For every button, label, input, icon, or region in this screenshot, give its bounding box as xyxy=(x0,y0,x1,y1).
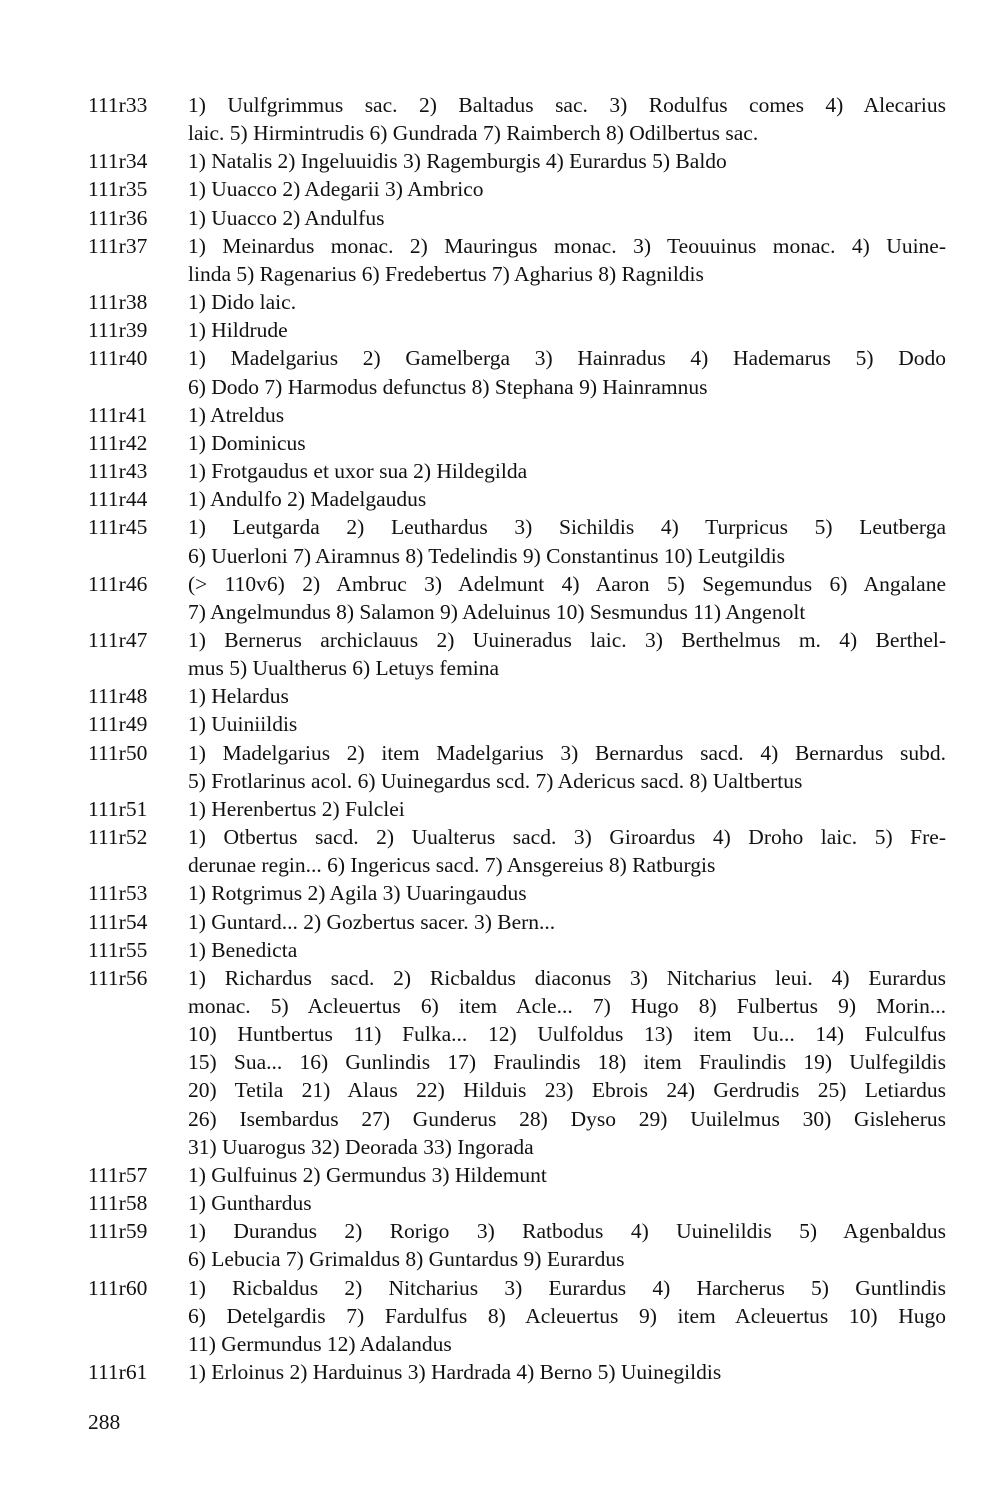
name-line: 1) Uulfgrimmus sac. 2) Baltadus sac. 3) Rodulfus comes 4) Alecarius xyxy=(188,93,946,117)
entry-row xyxy=(88,232,948,288)
name-line: 1) Helardus xyxy=(188,684,289,709)
entry-list xyxy=(88,91,948,1386)
name-line: 1) Richardus sacd. 2) Ricbaldus diaconus 3) Nitcharius leui. 4) Eurardus xyxy=(188,965,946,990)
folio-reference: 111r38 xyxy=(88,290,148,315)
entry-row xyxy=(88,1358,948,1386)
name-line: 1) Andulfo 2) Madelgaudus xyxy=(188,487,427,512)
name-line: 11) Germundus 12) Adalandus xyxy=(188,1331,452,1356)
folio-reference: 111r59 xyxy=(88,1219,148,1244)
folio-reference: 111r54 xyxy=(88,909,148,934)
name-line: 1) Uuacco 2) Andulfus xyxy=(188,205,385,230)
name-list xyxy=(188,457,946,485)
page-number: 288 xyxy=(88,1410,121,1434)
name-line: 1) Erloinus 2) Harduinus 3) Hardrada 4) Berno 5) Uuinegildis xyxy=(188,1360,722,1385)
name-list xyxy=(188,710,946,738)
folio-reference: 111r45 xyxy=(88,515,148,540)
name-line: 1) Dido laic. xyxy=(188,290,297,315)
folio-reference: 111r34 xyxy=(88,149,148,174)
folio-reference: 111r47 xyxy=(88,627,148,652)
name-line: 1) Madelgarius 2) item Madelgarius 3) Bernardus sacd. 4) Bernardus subd. xyxy=(188,740,946,765)
name-line: linda 5) Ragenarius 6) Fredebertus 7) Agharius 8) Ragnildis xyxy=(188,261,704,286)
folio-reference: 111r60 xyxy=(88,1275,148,1300)
name-list xyxy=(188,936,946,964)
folio-reference: 111r57 xyxy=(88,1162,148,1187)
entry-row xyxy=(88,204,948,232)
name-list xyxy=(188,485,946,513)
name-line: 6) Dodo 7) Harmodus defunctus 8) Stephana 9) Hainramnus xyxy=(188,374,708,399)
entry-row xyxy=(88,964,948,1161)
name-line: mus 5) Uualtherus 6) Letuys femina xyxy=(188,656,500,681)
name-line: 1) Madelgarius 2) Gamelberga 3) Hainradus 4) Hademarus 5) Dodo xyxy=(188,346,946,371)
entry-row xyxy=(88,344,948,400)
entry-row xyxy=(88,513,948,569)
folio-reference: 111r61 xyxy=(88,1360,148,1385)
name-list xyxy=(188,739,946,795)
name-list xyxy=(188,429,946,457)
folio-reference: 111r52 xyxy=(88,825,148,850)
name-line: 7) Angelmundus 8) Salamon 9) Adeluinus 10) Sesmundus 11) Angenolt xyxy=(188,599,806,624)
name-line: 1) Rotgrimus 2) Agila 3) Uuaringaudus xyxy=(188,881,527,906)
folio-reference: 111r50 xyxy=(88,740,148,765)
entry-row xyxy=(88,1217,948,1273)
entry-row xyxy=(88,823,948,879)
entry-row xyxy=(88,908,948,936)
name-list xyxy=(188,1358,946,1386)
entry-row xyxy=(88,175,948,203)
entry-row xyxy=(88,795,948,823)
entry-row xyxy=(88,710,948,738)
folio-reference: 111r37 xyxy=(88,233,148,258)
name-list xyxy=(188,1189,946,1217)
name-line: 1) Atreldus xyxy=(188,402,285,427)
name-line: 1) Leutgarda 2) Leuthardus 3) Sichildis 4) Turpricus 5) Leutberga xyxy=(188,515,946,540)
name-line: 1) Durandus 2) Rorigo 3) Ratbodus 4) Uuinelildis 5) Agenbaldus xyxy=(188,1219,946,1244)
name-line: 1) Bernerus archiclauus 2) Uuineradus laic. 3) Berthelmus m. 4) Berthel- xyxy=(188,627,946,652)
folio-reference: 111r56 xyxy=(88,965,148,990)
name-list xyxy=(188,879,946,907)
name-list xyxy=(188,288,946,316)
name-list xyxy=(188,513,946,569)
entry-row xyxy=(88,570,948,626)
folio-reference: 111r43 xyxy=(88,459,148,484)
name-list xyxy=(188,964,946,1161)
name-list xyxy=(188,1217,946,1273)
entry-row xyxy=(88,1274,948,1358)
name-line: 31) Uuarogus 32) Deorada 33) Ingorada xyxy=(188,1134,534,1159)
name-line: 1) Gunthardus xyxy=(188,1191,312,1216)
folio-reference: 111r48 xyxy=(88,684,148,709)
name-list xyxy=(188,1274,946,1358)
folio-reference: 111r46 xyxy=(88,571,148,596)
name-line: 1) Guntard... 2) Gozbertus sacer. 3) Bern... xyxy=(188,909,556,934)
folio-reference: 111r41 xyxy=(88,402,148,427)
entry-row xyxy=(88,626,948,682)
entry-row xyxy=(88,288,948,316)
folio-reference: 111r58 xyxy=(88,1191,148,1216)
entry-row xyxy=(88,457,948,485)
name-list xyxy=(188,147,946,175)
entry-row xyxy=(88,739,948,795)
folio-reference: 111r44 xyxy=(88,487,148,512)
name-line: 1) Dominicus xyxy=(188,430,306,455)
folio-reference: 111r35 xyxy=(88,177,148,202)
entry-row xyxy=(88,936,948,964)
name-list xyxy=(188,316,946,344)
name-line: 1) Hildrude xyxy=(188,318,288,343)
folio-reference: 111r42 xyxy=(88,430,148,455)
entry-row xyxy=(88,485,948,513)
name-list xyxy=(188,344,946,400)
name-line: 1) Uuiniildis xyxy=(188,712,298,737)
name-line: 6) Uuerloni 7) Airamnus 8) Tedelindis 9) Constantinus 10) Leutgildis xyxy=(188,543,786,568)
entry-row xyxy=(88,91,948,147)
name-line: 6) Lebucia 7) Grimaldus 8) Guntardus 9) Eurardus xyxy=(188,1247,625,1272)
name-line: 10) Huntbertus 11) Fulka... 12) Uulfoldus 13) item Uu... 14) Fulculfus xyxy=(188,1022,946,1047)
name-line: 6) Detelgardis 7) Fardulfus 8) Acleuertus 9) item Acleuertus 10) Hugo xyxy=(188,1303,946,1328)
name-line: 1) Otbertus sacd. 2) Uualterus sacd. 3) Giroardus 4) Droho laic. 5) Fre- xyxy=(188,825,946,850)
entry-row xyxy=(88,1161,948,1189)
name-line: monac. 5) Acleuertus 6) item Acle... 7) Hugo 8) Fulbertus 9) Morin... xyxy=(188,994,946,1018)
folio-reference: 111r39 xyxy=(88,318,148,343)
folio-reference: 111r49 xyxy=(88,712,148,737)
name-line: 15) Sua... 16) Gunlindis 17) Fraulindis 18) item Fraulindis 19) Uulfegildis xyxy=(188,1050,946,1075)
folio-reference: 111r36 xyxy=(88,205,148,230)
name-list xyxy=(188,908,946,936)
name-line: 1) Herenbertus 2) Fulclei xyxy=(188,796,405,821)
folio-reference: 111r53 xyxy=(88,881,148,906)
entry-row xyxy=(88,682,948,710)
name-line: laic. 5) Hirmintrudis 6) Gundrada 7) Raimberch 8) Odilbertus sac. xyxy=(188,121,759,146)
name-line: 1) Ricbaldus 2) Nitcharius 3) Eurardus 4) Harcherus 5) Guntlindis xyxy=(188,1275,946,1300)
entry-row xyxy=(88,879,948,907)
entry-row xyxy=(88,147,948,175)
name-line: 1) Uuacco 2) Adegarii 3) Ambrico xyxy=(188,177,484,202)
entry-row xyxy=(88,401,948,429)
name-line: 5) Frotlarinus acol. 6) Uuinegardus scd. 7) Adericus sacd. 8) Ualtbertus xyxy=(188,768,803,793)
folio-reference: 111r51 xyxy=(88,796,148,821)
name-list xyxy=(188,570,946,626)
name-line: 1) Benedicta xyxy=(188,937,298,962)
folio-reference: 111r55 xyxy=(88,937,148,962)
name-line: 1) Meinardus monac. 2) Mauringus monac. 3) Teouuinus monac. 4) Uuine- xyxy=(188,233,946,258)
name-list xyxy=(188,1161,946,1189)
name-line: (> 110v6) 2) Ambruc 3) Adelmunt 4) Aaron 5) Segemundus 6) Angalane xyxy=(188,571,946,596)
name-list xyxy=(188,401,946,429)
entry-row xyxy=(88,1189,948,1217)
name-list xyxy=(188,626,946,682)
folio-reference: 111r33 xyxy=(88,93,148,117)
name-list xyxy=(188,795,946,823)
name-list xyxy=(188,91,946,147)
entry-row xyxy=(88,429,948,457)
entry-row xyxy=(88,316,948,344)
name-list xyxy=(188,682,946,710)
name-line: 26) Isembardus 27) Gunderus 28) Dyso 29) Uuilelmus 30) Gisleherus xyxy=(188,1106,946,1131)
name-line: 1) Frotgaudus et uxor sua 2) Hildegilda xyxy=(188,459,528,484)
name-list xyxy=(188,175,946,203)
name-line: 20) Tetila 21) Alaus 22) Hilduis 23) Ebrois 24) Gerdrudis 25) Letiardus xyxy=(188,1078,946,1103)
name-line: 1) Gulfuinus 2) Germundus 3) Hildemunt xyxy=(188,1162,547,1187)
name-line: 1) Natalis 2) Ingeluuidis 3) Ragemburgis 4) Eurardus 5) Baldo xyxy=(188,149,727,174)
name-list xyxy=(188,204,946,232)
folio-reference: 111r40 xyxy=(88,346,148,371)
name-list xyxy=(188,232,946,288)
name-line: derunae regin... 6) Ingericus sacd. 7) Ansgereius 8) Ratburgis xyxy=(188,853,716,878)
name-list xyxy=(188,823,946,879)
